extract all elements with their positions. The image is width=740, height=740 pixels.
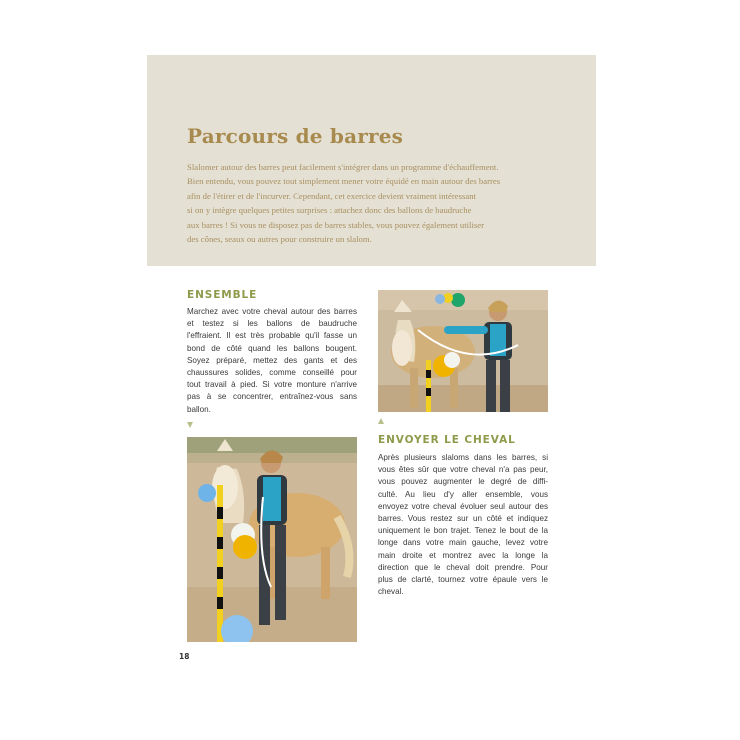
text-line: direction que le cheval doit prendre. Pour [378,562,548,572]
intro-line: si on y intègre quelques petites surprises : attachez donc des ballons de baudruche [187,205,472,216]
arrow-up-icon [378,418,384,424]
intro-line: afin de l'étirer et de l'incurver. Cependant, cet exercice devient vraiment intéressant [187,190,476,201]
text-line: uniquement le bon trajet. Tenez le bout de la [378,526,548,536]
text-line: cheval. [378,587,404,597]
text-line: barres. Vous restez sur un côté et indiquez [378,514,548,524]
intro-line: Bien entendu, vous pouvez tout simplement mener votre équidé en main autour des barres [187,176,501,187]
intro-line: Slalomer autour des barres peut facilement s'intégrer dans un programme d'échauffement. [187,162,499,172]
text-line: et testez si les ballons de baudruche [187,319,357,329]
text-line: vous êtes sûr que votre cheval n'a pas peur, [378,465,548,475]
intro-line: aux barres ! Si vous ne disposez pas de barres stables, vous pouvez également utiliser [187,219,484,230]
section-ensemble-text [187,306,357,416]
section-heading-envoyer: ENVOYER LE CHEVAL [378,434,516,446]
text-line: ballon. [187,404,211,414]
arrow-down-icon [187,422,193,428]
text-line: tout travail à pied. Si votre monture n'arrive [187,380,357,390]
intro-paragraph [187,160,543,246]
page-number: 18 [179,652,190,661]
text-line: chaussures solides, comme conseillé pour [187,368,357,378]
photo-horse-balloons [378,290,548,412]
photo-horse-walking [187,437,357,642]
text-line: pas à se concentrer, entraînez-vous sans [187,392,357,402]
intro-line: des cônes, seaux ou autres pour construire un slalom. [187,234,372,245]
page-title: Parcours de barres [187,124,404,148]
text-line: longe dans votre main gauche, levez votre [378,538,548,548]
text-line: vous pouvez augmenter le degré de diffi- [378,477,548,487]
text-line: Soyez préparé, mettez des gants et des [187,355,357,365]
text-line: Après plusieurs slaloms dans les barres, si [378,453,548,462]
text-line: plus de clarté, tournez votre épaule vers le [378,575,548,585]
text-line: envoyez votre cheval évoluer seul autour des [378,501,548,511]
text-line: main droite et montrez avec la longe la [378,550,548,560]
text-line: l'effraient. Il est très probable qu'il fasse un [187,331,357,341]
section-heading-ensemble: ENSEMBLE [187,289,258,301]
text-line: Marchez avec votre cheval autour des barres [187,307,357,316]
text-line: culté. Au lieu d'y aller ensemble, vous [378,489,548,499]
section-envoyer-text [378,452,548,598]
text-line: bond de côté quand les ballons bougent. [187,343,357,353]
